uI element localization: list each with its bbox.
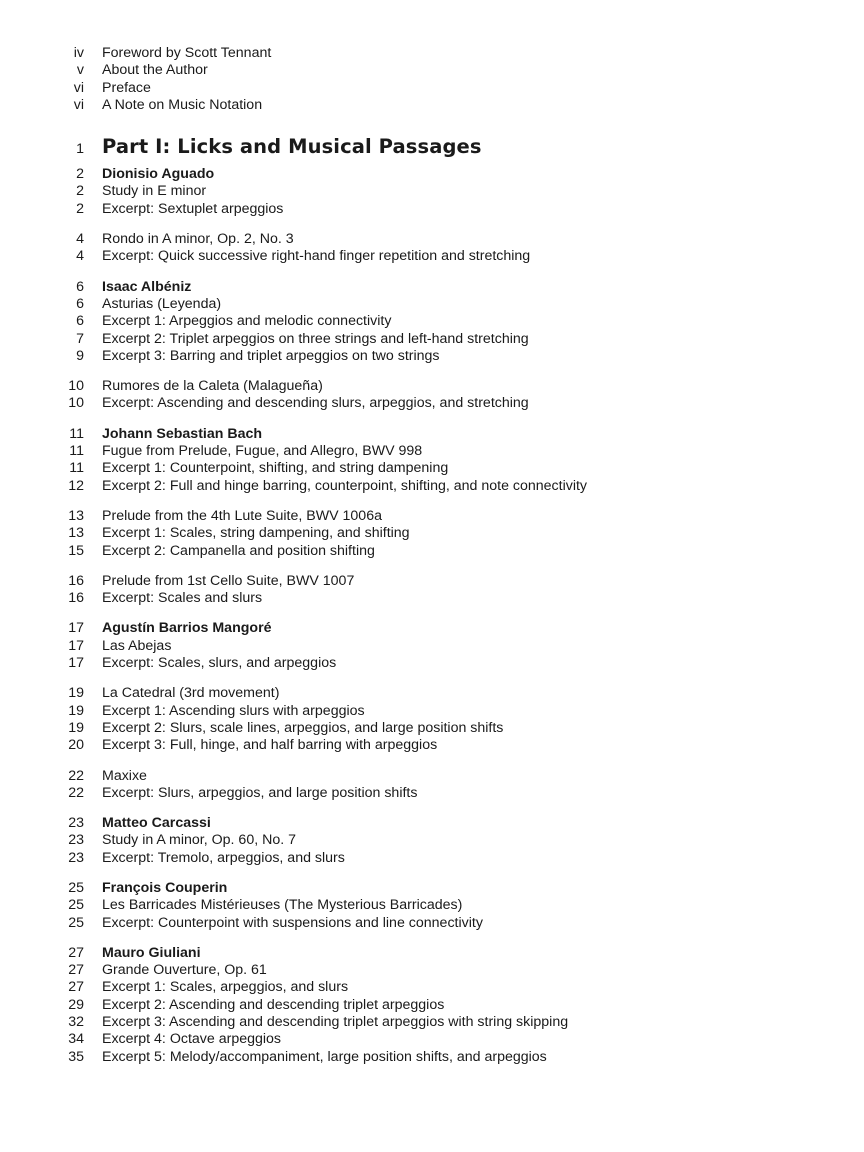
toc-group bbox=[0, 166, 864, 218]
toc-entry-title: Excerpt: Counterpoint with suspensions and line connectivity bbox=[102, 914, 483, 931]
toc-entry-title: Excerpt: Scales, slurs, and arpeggios bbox=[102, 655, 337, 672]
toc-entry bbox=[0, 962, 864, 979]
toc-entry bbox=[0, 443, 864, 460]
toc-entry-title: Grande Ouverture, Op. 61 bbox=[102, 962, 267, 979]
toc-entry-title: Rumores de la Caleta (Malagueña) bbox=[102, 378, 323, 395]
toc-entry-title: Matteo Carcassi bbox=[102, 815, 211, 832]
toc-group bbox=[0, 426, 864, 495]
toc-page-number: 2 bbox=[76, 183, 84, 200]
toc-page-number: 22 bbox=[68, 784, 84, 801]
toc-entry bbox=[0, 183, 864, 200]
toc-entry bbox=[0, 508, 864, 525]
toc-composer-heading bbox=[0, 166, 864, 183]
toc-entry-title: Rondo in A minor, Op. 2, No. 3 bbox=[102, 231, 294, 248]
toc-group bbox=[0, 815, 864, 867]
toc-entry-title: Excerpt: Scales and slurs bbox=[102, 590, 263, 607]
toc-page-number: 19 bbox=[68, 719, 84, 736]
toc-entry-title: Foreword by Scott Tennant bbox=[102, 45, 272, 61]
toc-group bbox=[0, 620, 864, 672]
toc-entry-title: Excerpt 5: Melody/accompaniment, large position shifts, and arpeggios bbox=[102, 1048, 547, 1065]
toc-page-number: 6 bbox=[76, 278, 84, 295]
toc-entry bbox=[0, 313, 864, 330]
toc-page-number: 4 bbox=[76, 231, 84, 248]
toc-entry-title: Excerpt 3: Barring and triplet arpeggios on two strings bbox=[102, 347, 440, 364]
toc-composer-heading bbox=[0, 945, 864, 962]
toc-entry bbox=[0, 296, 864, 313]
toc-entry-title: Excerpt 2: Campanella and position shifting bbox=[102, 542, 375, 559]
toc-entry-title: Asturias (Leyenda) bbox=[102, 295, 222, 312]
toc-entry bbox=[0, 348, 864, 365]
toc-page-number: 23 bbox=[68, 815, 84, 832]
toc-entry bbox=[0, 62, 864, 79]
table-of-contents bbox=[0, 45, 864, 1079]
toc-composer-heading bbox=[0, 279, 864, 296]
toc-entry-title: Excerpt: Slurs, arpeggios, and large position shifts bbox=[102, 784, 418, 801]
toc-page-number: 11 bbox=[69, 425, 84, 442]
toc-page-number: 32 bbox=[68, 1014, 84, 1031]
toc-entry bbox=[0, 97, 864, 114]
toc-entry-title: Excerpt: Ascending and descending slurs, arpeggios, and stretching bbox=[102, 395, 529, 412]
toc-entry-title: Prelude from 1st Cello Suite, BWV 1007 bbox=[102, 572, 355, 589]
toc-entry bbox=[0, 543, 864, 560]
toc-entry-title: Excerpt 3: Full, hinge, and half barring with arpeggios bbox=[102, 737, 438, 754]
toc-page-number: 25 bbox=[68, 879, 84, 896]
toc-entry-title: Excerpt 2: Full and hinge barring, counterpoint, shifting, and note connectivity bbox=[102, 477, 588, 494]
toc-page-number: 13 bbox=[68, 525, 84, 542]
toc-entry bbox=[0, 1049, 864, 1066]
toc-entry bbox=[0, 460, 864, 477]
toc-page-number: 19 bbox=[68, 685, 84, 702]
toc-page-number: 20 bbox=[68, 737, 84, 754]
toc-entry-title: Excerpt 1: Scales, string dampening, and shifting bbox=[102, 525, 410, 542]
toc-group bbox=[0, 685, 864, 754]
toc-page-number: 19 bbox=[68, 702, 84, 719]
toc-page-number: 22 bbox=[68, 767, 84, 784]
toc-group bbox=[0, 279, 864, 365]
toc-entry bbox=[0, 638, 864, 655]
toc-group bbox=[0, 573, 864, 608]
toc-entry bbox=[0, 979, 864, 996]
toc-entry bbox=[0, 45, 864, 62]
toc-page-number: 2 bbox=[76, 200, 84, 217]
toc-group bbox=[0, 880, 864, 932]
toc-group bbox=[0, 945, 864, 1066]
toc-group bbox=[0, 768, 864, 803]
toc-entry-title: Fugue from Prelude, Fugue, and Allegro, BWV 998 bbox=[102, 443, 423, 460]
toc-page-number: 11 bbox=[69, 460, 84, 477]
toc-entry bbox=[0, 703, 864, 720]
toc-page-number: 4 bbox=[76, 248, 84, 265]
toc-group bbox=[0, 378, 864, 413]
toc-entry-title: Preface bbox=[102, 79, 151, 96]
toc-page-number: 34 bbox=[68, 1031, 84, 1048]
toc-page-number: iv bbox=[73, 45, 84, 61]
toc-entry-title: Excerpt 1: Counterpoint, shifting, and string dampening bbox=[102, 460, 449, 477]
toc-page-number: 6 bbox=[76, 313, 84, 330]
toc-entry-title: Les Barricades Mistérieuses (The Mysterious Barricades) bbox=[102, 897, 463, 914]
toc-page-number: 17 bbox=[68, 620, 84, 637]
toc-entry bbox=[0, 655, 864, 672]
toc-entry bbox=[0, 850, 864, 867]
toc-entry-title: Excerpt 1: Ascending slurs with arpeggios bbox=[102, 702, 365, 719]
toc-entry-title: Study in A minor, Op. 60, No. 7 bbox=[102, 832, 297, 849]
toc-entry-title: Excerpt: Sextuplet arpeggios bbox=[102, 200, 284, 217]
toc-page-number: 6 bbox=[76, 295, 84, 312]
toc-page-number: v bbox=[76, 62, 84, 79]
toc-page-number: 10 bbox=[68, 378, 84, 395]
toc-entry-title: Isaac Albéniz bbox=[102, 278, 192, 295]
toc-entry-title: Dionisio Aguado bbox=[102, 166, 215, 183]
toc-entry-title: A Note on Music Notation bbox=[102, 96, 263, 113]
toc-entry bbox=[0, 685, 864, 702]
toc-page-number: 35 bbox=[68, 1048, 84, 1065]
toc-page-number: vi bbox=[73, 79, 84, 96]
toc-entry-title: Johann Sebastian Bach bbox=[102, 425, 263, 442]
toc-entry bbox=[0, 478, 864, 495]
toc-entry bbox=[0, 573, 864, 590]
toc-entry bbox=[0, 832, 864, 849]
toc-entry bbox=[0, 590, 864, 607]
toc-group bbox=[0, 231, 864, 266]
toc-entry bbox=[0, 785, 864, 802]
toc-page-number: vi bbox=[73, 96, 84, 113]
toc-page-number: 2 bbox=[76, 166, 84, 183]
toc-page-number: 9 bbox=[76, 347, 84, 364]
toc-entry bbox=[0, 737, 864, 754]
toc-page-number: 13 bbox=[68, 507, 84, 524]
toc-group bbox=[0, 45, 864, 114]
toc-entry-title: La Catedral (3rd movement) bbox=[102, 685, 280, 702]
toc-entry bbox=[0, 1014, 864, 1031]
toc-entry bbox=[0, 378, 864, 395]
toc-entry-title: About the Author bbox=[102, 62, 208, 79]
toc-composer-heading bbox=[0, 426, 864, 443]
toc-entry bbox=[0, 231, 864, 248]
toc-entry-title: Excerpt 3: Ascending and descending triplet arpeggios with string skipping bbox=[102, 1014, 569, 1031]
toc-entry bbox=[0, 915, 864, 932]
toc-page-number: 1 bbox=[76, 141, 84, 158]
toc-entry bbox=[0, 331, 864, 348]
toc-page-number: 27 bbox=[68, 962, 84, 979]
toc-entry-title: Excerpt 1: Arpeggios and melodic connectivity bbox=[102, 313, 392, 330]
toc-page-number: 29 bbox=[68, 996, 84, 1013]
toc-entry bbox=[0, 1031, 864, 1048]
toc-entry bbox=[0, 80, 864, 97]
toc-entry bbox=[0, 525, 864, 542]
toc-page-number: 10 bbox=[68, 395, 84, 412]
toc-page-number: 15 bbox=[68, 542, 84, 559]
toc-page-number: 11 bbox=[69, 443, 84, 460]
toc-entry-title: François Couperin bbox=[102, 879, 228, 896]
toc-composer-heading bbox=[0, 620, 864, 637]
toc-entry-title: Las Abejas bbox=[102, 637, 172, 654]
toc-group bbox=[0, 508, 864, 560]
toc-composer-heading bbox=[0, 815, 864, 832]
toc-page-number: 25 bbox=[68, 914, 84, 931]
toc-entry-title: Excerpt 2: Ascending and descending triplet arpeggios bbox=[102, 996, 445, 1013]
toc-page-number: 7 bbox=[76, 330, 84, 347]
toc-page-number: 27 bbox=[68, 944, 84, 961]
toc-entry bbox=[0, 201, 864, 218]
toc-page-number: 25 bbox=[68, 897, 84, 914]
toc-entry-title: Excerpt 2: Slurs, scale lines, arpeggios, and large position shifts bbox=[102, 719, 504, 736]
toc-page-number: 27 bbox=[68, 979, 84, 996]
toc-entry-title: Study in E minor bbox=[102, 183, 207, 200]
toc-entry bbox=[0, 720, 864, 737]
toc-entry bbox=[0, 768, 864, 785]
toc-page-number: 12 bbox=[68, 477, 84, 494]
toc-page-number: 16 bbox=[68, 572, 84, 589]
toc-entry-title: Excerpt: Tremolo, arpeggios, and slurs bbox=[102, 849, 345, 866]
toc-entry-title: Agustín Barrios Mangoré bbox=[102, 620, 272, 637]
toc-page-number: 17 bbox=[68, 637, 84, 654]
toc-entry-title: Excerpt 1: Scales, arpeggios, and slurs bbox=[102, 979, 349, 996]
toc-entry bbox=[0, 248, 864, 265]
toc-composer-heading bbox=[0, 880, 864, 897]
toc-page-number: 16 bbox=[68, 590, 84, 607]
toc-entry-title: Excerpt 4: Octave arpeggios bbox=[102, 1031, 282, 1048]
toc-entry-title: Prelude from the 4th Lute Suite, BWV 1006a bbox=[102, 507, 382, 524]
toc-entry bbox=[0, 897, 864, 914]
toc-entry-title: Excerpt 2: Triplet arpeggios on three strings and left-hand stretching bbox=[102, 330, 529, 347]
toc-group bbox=[0, 132, 864, 162]
toc-entry-title: Maxixe bbox=[102, 767, 147, 784]
toc-entry bbox=[0, 997, 864, 1014]
toc-entry-title: Mauro Giuliani bbox=[102, 944, 201, 961]
toc-page-number: 23 bbox=[68, 832, 84, 849]
toc-entry bbox=[0, 395, 864, 412]
toc-page-number: 17 bbox=[68, 655, 84, 672]
toc-part-heading bbox=[0, 132, 864, 162]
toc-page-number: 23 bbox=[68, 849, 84, 866]
toc-entry-title: Part I: Licks and Musical Passages bbox=[102, 135, 482, 159]
toc-entry-title: Excerpt: Quick successive right-hand finger repetition and stretching bbox=[102, 248, 531, 265]
